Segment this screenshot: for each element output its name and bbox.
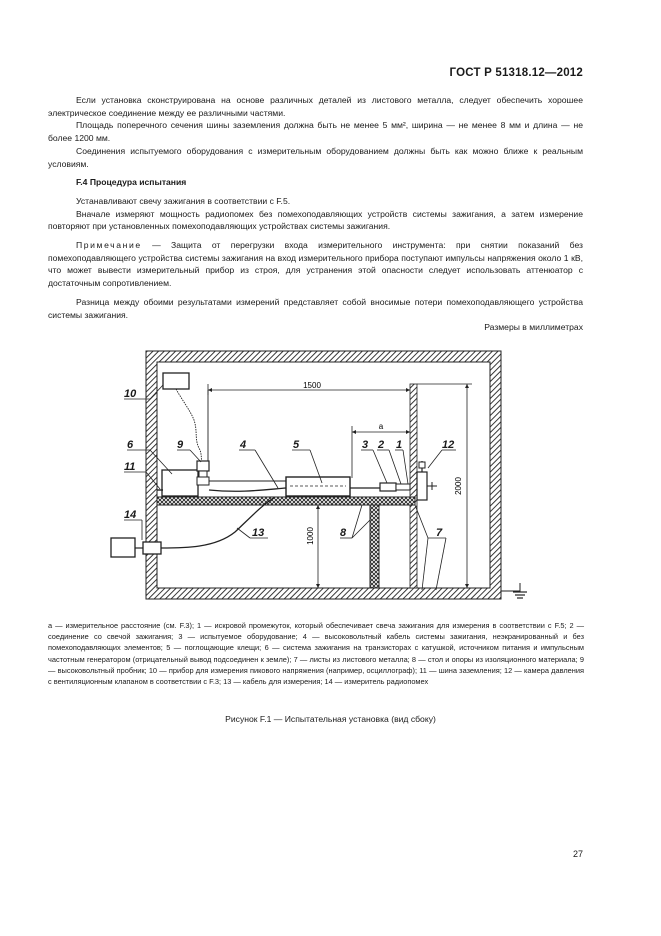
label-4: 4	[240, 439, 247, 451]
absorbing-clamp	[286, 477, 350, 496]
peak-voltage-meter	[163, 373, 189, 389]
hv-probe	[197, 461, 209, 471]
spark-plug-connector	[396, 484, 410, 490]
paragraph-grounding-bus: Площадь поперечного сечения шины заземления должна быть не менее 5 мм², ширина — не менее 8 мм и длина — не более 1200 мм.	[48, 120, 583, 144]
dim-1500-label: 1500	[303, 381, 321, 390]
dim-a-label: а	[378, 422, 384, 431]
label-10: 10	[124, 388, 137, 400]
paragraph-metal-parts: Если установка сконструирована на основе различных деталей из листового металла, следует обеспечить хорошее электрическое соединение между ее различными частями.	[48, 95, 583, 118]
note-label: Примечание	[76, 240, 142, 251]
ignition-system	[162, 470, 198, 496]
figure-legend: а — измерительное расстояние (см. F.3); 1 — искровой промежуток, который обеспечивает свеча зажигания для измерения в соответствии с F.5; 2 — соединение со свечой зажигания; 3 — испытуемое оборудование; 4 — высоковольтный кабель системы зажигания, неэкранированный и без помехоподавляющих элементов; 5 — поглощающие клещи; 6 — система зажигания на транзисторах с катушкой, источником питания и импульсным частотным генератором (отрицательный вывод подсоединен к земле); 7 — листы из листового металла; 8 — стол и опоры из изоляционного материала; 9 — высоковольтный пробник; 10 — прибор для измерения пикового напряжения (например, осциллограф); 11 — шина заземления; 12 — камера давления с вентиляционным клапаном в соответствии с F.3; 13 — кабель для измерения; 14 — измеритель радиопомех	[48, 621, 584, 687]
label-13: 13	[252, 527, 265, 539]
paragraph-measure: Вначале измеряют мощность радиопомех без помехоподавляющих устройств системы зажигания, а затем измерение повторяют при установленных помехоподавляющих устройствах системы зажигания.	[48, 208, 583, 232]
insulating-table-top	[157, 497, 415, 505]
dim-2000-label: 2000	[454, 477, 463, 495]
label-8: 8	[340, 527, 347, 539]
figure-caption: Рисунок F.1 — Испытательная установка (вид сбоку)	[225, 714, 436, 724]
label-7: 7	[436, 527, 443, 539]
dim-1000-label: 1000	[306, 527, 315, 545]
insulating-table-support	[370, 505, 379, 588]
label-12: 12	[442, 439, 455, 451]
paragraph-spark-plug: Устанавливают свечу зажигания в соответствии с F.5.	[76, 195, 291, 206]
ground-icon	[501, 583, 527, 598]
size-note: Размеры в миллиметрах	[484, 322, 583, 332]
label-14: 14	[124, 509, 137, 521]
label-2: 2	[378, 439, 385, 451]
partition-wall	[410, 384, 417, 588]
wall-connector	[143, 542, 161, 554]
label-5: 5	[293, 439, 300, 451]
equipment-under-test	[380, 483, 396, 491]
paragraph-difference: Разница между обоими результатами измерений представляет собой вносимые потери помехоподавляющего устройства системы зажигания.	[48, 296, 583, 320]
note-text: — Защита от перегрузки входа измерительного инструмента: при снятии показаний без помехоподавляющего устройства системы зажигания на вход измерительного прибора поступают импульсы напряжения около 1 кВ, что может вывести измерительный прибор из строя, для устранения этой опасности следует использовать аттенюатор с достаточным сопротивлением.	[48, 240, 583, 289]
label-1: 1	[396, 439, 403, 451]
radio-interference-meter	[111, 538, 135, 557]
section-title: F.4 Процедура испытания	[76, 177, 187, 188]
paragraph-connections: Соединения испытуемого оборудования с измерительным оборудованием должны быть как можно ближе к реальным условиям.	[48, 145, 583, 169]
label-3: 3	[362, 439, 369, 451]
label-6: 6	[127, 439, 134, 451]
pressure-chamber	[417, 472, 427, 500]
label-11: 11	[124, 461, 136, 473]
standard-header: ГОСТ Р 51318.12—2012	[449, 67, 583, 79]
label-9: 9	[177, 439, 184, 451]
page-number: 27	[572, 849, 583, 859]
